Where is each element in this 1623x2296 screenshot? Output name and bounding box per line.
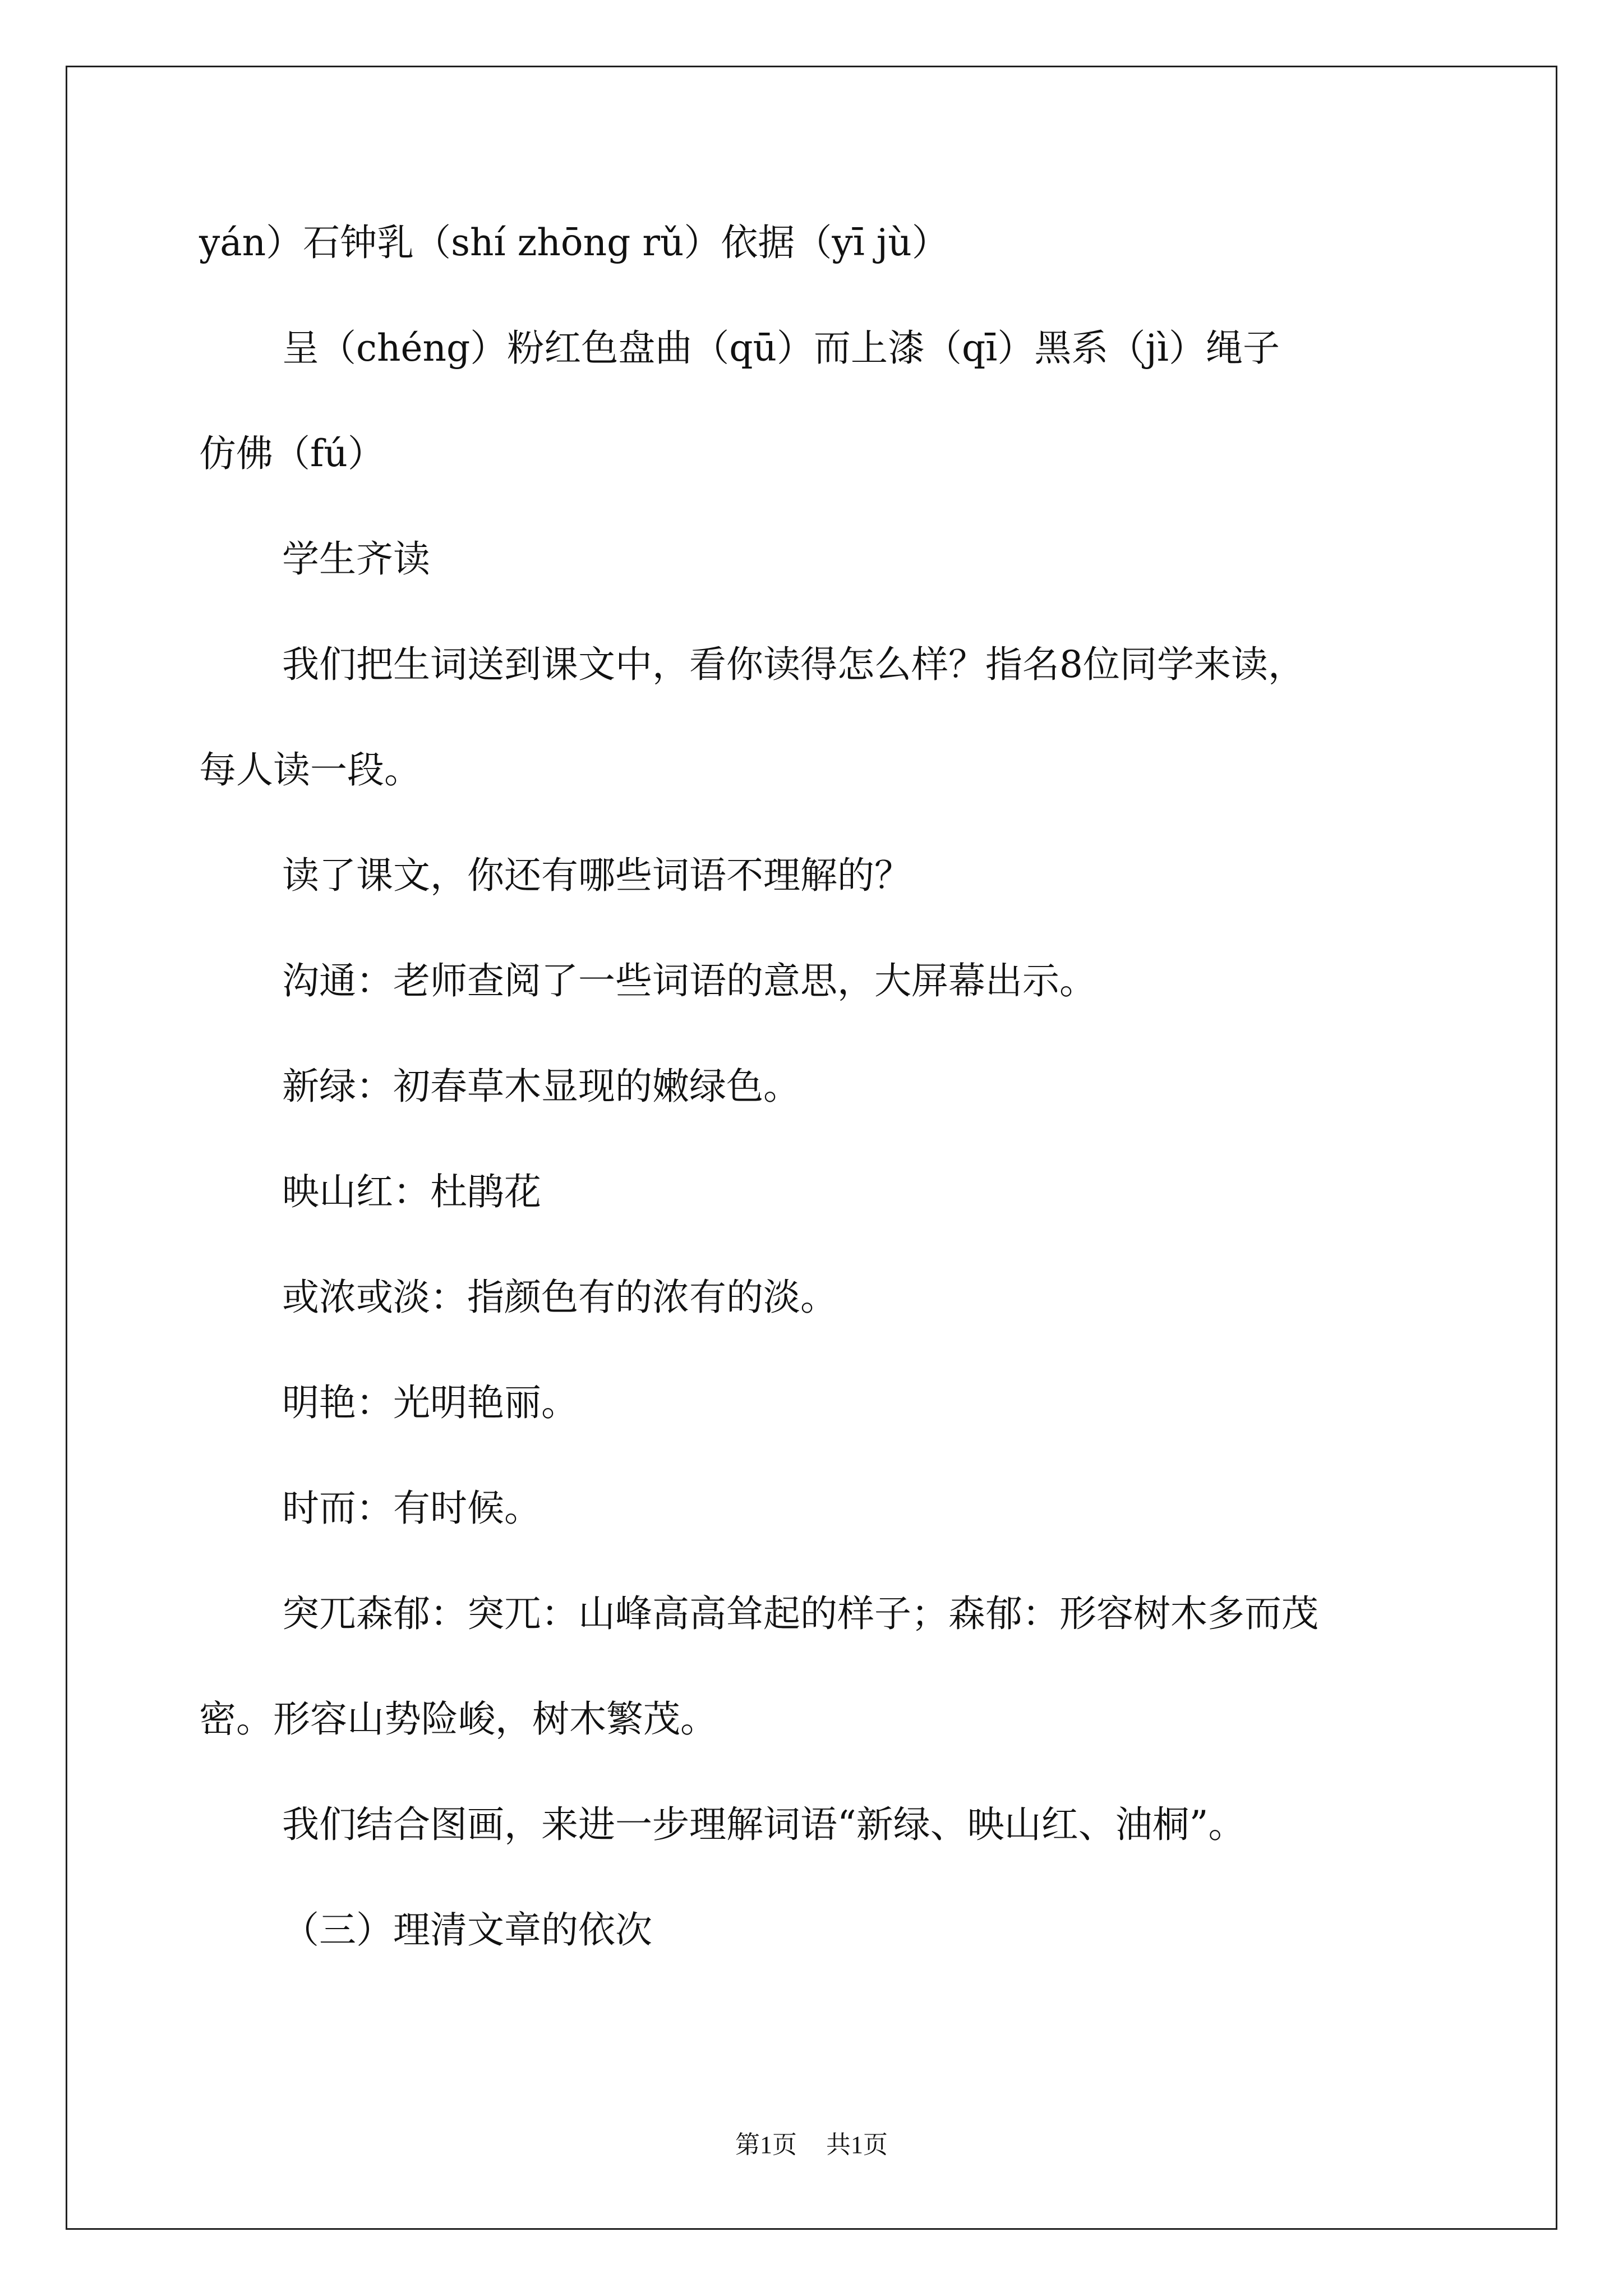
text-line: 呈（chéng）粉红色盘曲（qū）而上漆（qī）黑系（jì）绳子 xyxy=(282,326,1280,370)
text-line: 时而：有时候。 xyxy=(282,1487,541,1530)
text-line: 仿佛（fú） xyxy=(199,432,385,475)
text-line: 读了课文，你还有哪些词语不理解的？ xyxy=(282,854,911,897)
text-line: 或浓或淡：指颜色有的浓有的淡。 xyxy=(282,1276,837,1319)
page-footer xyxy=(0,2133,1623,2157)
text-line: 沟通：老师查阅了一些词语的意思，大屏幕出示。 xyxy=(282,959,1096,1002)
page-total: 共1页 xyxy=(826,2131,888,2159)
text-line: 密。形容山势险峻，树木繁茂。 xyxy=(199,1697,717,1741)
text-line: 每人读一段。 xyxy=(199,748,421,792)
text-line: 新绿：初春草木显现的嫩绿色。 xyxy=(282,1065,800,1108)
text-line: yán）石钟乳（shí zhōng rǔ）依据（yī jù） xyxy=(199,221,949,264)
text-line: 突兀森郁：突兀：山峰高高耸起的样子；森郁：形容树木多而茂 xyxy=(282,1592,1318,1635)
page-number: 第1页 xyxy=(735,2131,797,2159)
text-line: 映山红：杜鹃花 xyxy=(282,1170,541,1213)
text-line: 我们结合图画，来进一步理解词语“新绿、映山红、油桐”。 xyxy=(282,1803,1246,1846)
section-heading: （三）理清文章的依次 xyxy=(282,1908,652,1952)
text-line: 我们把生词送到课文中，看你读得怎么样？指名8位同学来读， xyxy=(282,643,1305,686)
text-line: 明艳：光明艳丽。 xyxy=(282,1381,578,1424)
document-body xyxy=(199,221,1455,2017)
text-line: 学生齐读 xyxy=(282,537,430,581)
